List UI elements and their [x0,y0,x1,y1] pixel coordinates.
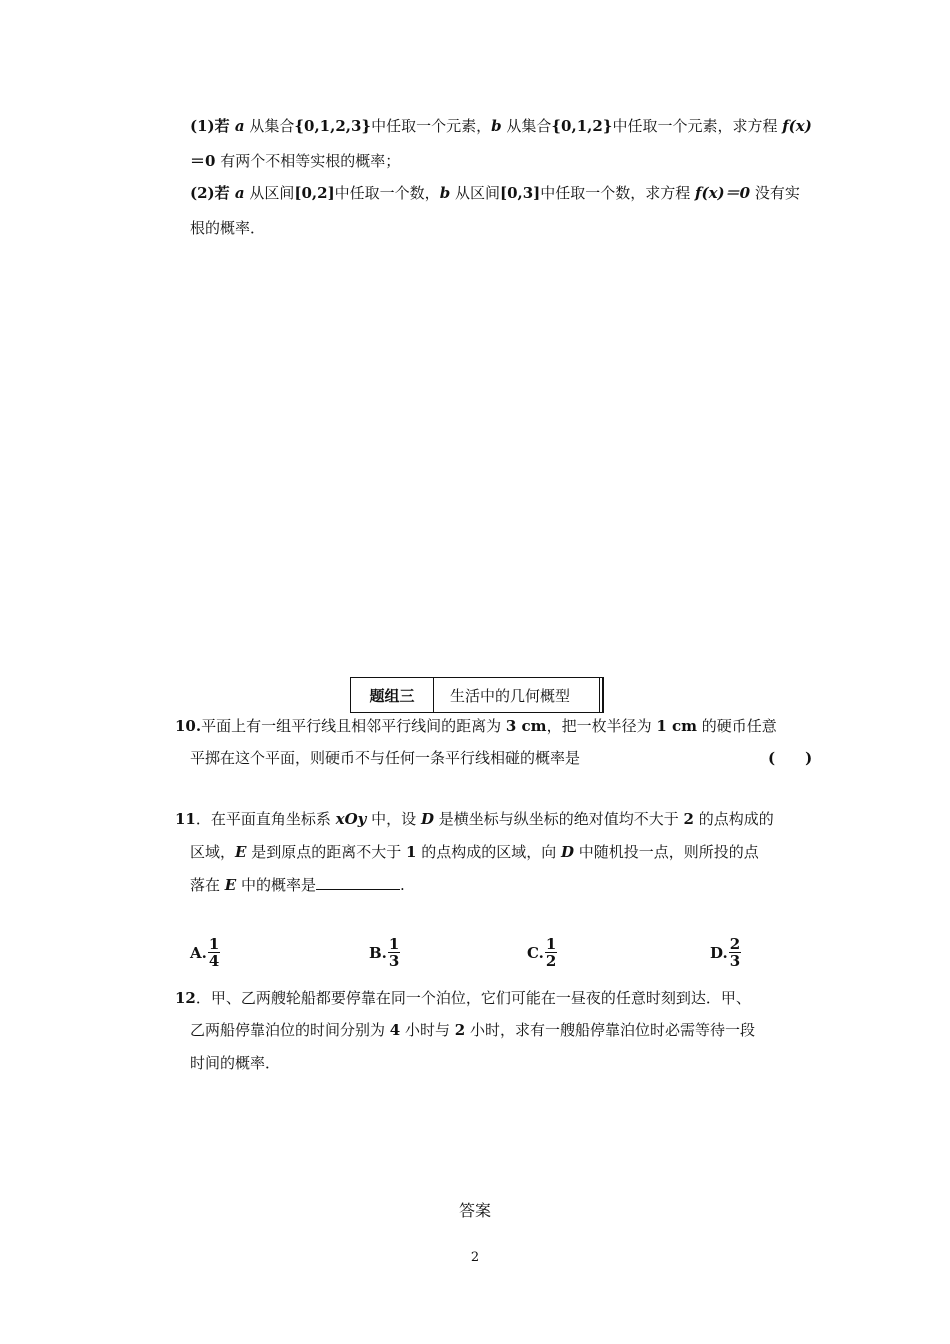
group-label: 题组三 [351,678,434,712]
q11-text8: 中随机投一点，则所投的点 [574,843,759,861]
option-b[interactable] [369,936,400,969]
q11-var-e2: E [224,876,237,894]
q9-p1-var-b: b [491,117,502,135]
q12-text3: 小时与 [400,1021,455,1039]
q9-p2-fx: f(x)＝0 [695,184,751,202]
q9-p1-set1: {0,1,2,3} [294,117,372,135]
q12-text2: 乙两船停靠泊位的时间分别为 [190,1021,390,1039]
q9-p2-var-a: a [234,184,245,202]
page-number: 2 [470,1250,480,1265]
q11-var-d: D [420,810,434,828]
q11-text9: 落在 [190,876,225,894]
q11-text3: 是横坐标与纵坐标的绝对值均不大于 [433,810,684,828]
group-title: 生活中的几何概型 [450,686,571,705]
q9-p1-var-a: a [234,117,245,135]
q11-text4: 的点构成的 [693,810,774,828]
option-d[interactable] [710,936,741,969]
option-d-denominator: 3 [729,952,741,970]
q12-text1: ．甲、乙两艘轮船都要停靠在同一个泊位，它们可能在一昼夜的任意时刻到达．甲、 [195,989,751,1007]
option-a-label: A. [190,943,207,962]
q11-number: 11 [175,810,196,828]
q9-p1-fx: f(x) [782,117,812,135]
q9-part1-line1 [190,115,812,137]
q12-line1 [175,987,751,1009]
q11-var-d2: D [560,843,574,861]
q9-p2-int2: [0,3] [499,184,541,202]
q9-p1-text3: 从集合 [501,117,552,135]
option-c[interactable] [527,936,557,969]
q10-answer-paren: ( ) [768,749,813,767]
q10-distance: 3 cm [505,717,547,735]
q10-text4: 平掷在这个平面，则硬币不与任何一条平行线相碰的概率是 [190,749,581,767]
q11-text7: 的点构成的区域，向 [416,843,561,861]
q11-text2: 中，设 [366,810,421,828]
q9-part2-line2 [190,217,265,239]
q10-text1: 平面上有一组平行线且相邻平行线间的距离为 [201,717,506,735]
answer-heading: 答案 [458,1201,491,1220]
q9-p1-set2: {0,1,2} [551,117,613,135]
q9-p2-prefix: (2)若 [190,184,235,202]
option-c-fraction [545,936,557,969]
option-d-numerator: 2 [729,935,741,953]
q11-line2 [190,841,759,863]
q11-coord: xOy [335,810,367,828]
q9-p1-text4: 中任取一个元素，求方程 [612,117,783,135]
q11-answer-blank[interactable] [316,875,400,890]
q11-line1 [175,808,774,830]
option-b-fraction [388,936,400,969]
option-b-denominator: 3 [388,952,400,970]
option-d-label: D. [710,943,728,962]
q10-text2: ，把一枚半径为 [546,717,657,735]
q11-line3 [190,874,405,896]
q9-p2-text2: 中任取一个数， [334,184,440,202]
option-a-denominator: 4 [208,952,220,970]
q9-p2-text5: 没有实 [750,184,800,202]
q11-text10: 中的概率是 [236,876,316,894]
q10-number: 10. [175,717,202,735]
q10-radius: 1 cm [656,717,698,735]
option-c-denominator: 2 [545,952,557,970]
q11-text6: 是到原点的距离不大于 [246,843,406,861]
option-c-label: C. [527,943,544,962]
q9-p2-text3: 从区间 [450,184,500,202]
q11-period: . [400,876,405,894]
q9-part1-line2 [190,150,400,172]
q12-hours-2: 2 [454,1021,466,1039]
q10-text3: 的硬币任意 [697,717,777,735]
option-c-numerator: 1 [545,935,557,953]
q10-line1 [175,715,777,737]
q12-number: 12 [175,989,196,1007]
q9-p2-text4: 中任取一个数，求方程 [540,184,696,202]
option-b-numerator: 1 [388,935,400,953]
q9-p2-line2: 根的概率． [190,219,266,237]
q9-p1-text2: 中任取一个元素， [371,117,492,135]
q12-text4: 小时，求有一艘船停靠泊位时必需等待一段 [465,1021,755,1039]
q11-text1: ．在平面直角坐标系 [195,810,336,828]
option-a-numerator: 1 [208,935,220,953]
q9-p2-text: 从区间 [244,184,295,202]
q9-p1-rest: 有两个不相等实根的概率； [215,152,401,170]
group-header-box [350,677,600,713]
q11-two: 2 [683,810,694,828]
option-a[interactable] [190,936,220,969]
q11-var-e: E [235,843,247,861]
q9-p1-prefix: (1)若 [190,117,235,135]
q12-text5: 时间的概率． [190,1054,281,1072]
q12-line3 [190,1052,280,1074]
q9-p2-int1: [0,2] [294,184,335,202]
q9-p1-text: 从集合 [244,117,295,135]
option-b-label: B. [369,943,387,962]
q9-p1-eq: ＝0 [190,152,216,170]
q12-line2 [190,1019,755,1041]
option-d-fraction [729,936,741,969]
q12-hours-4: 4 [389,1021,401,1039]
q10-line2 [190,747,580,769]
q9-part2-line1 [190,182,800,204]
q11-text5: 区域， [190,843,236,861]
q9-p2-var-b: b [439,184,451,202]
option-a-fraction [208,936,220,969]
q11-one: 1 [406,843,417,861]
